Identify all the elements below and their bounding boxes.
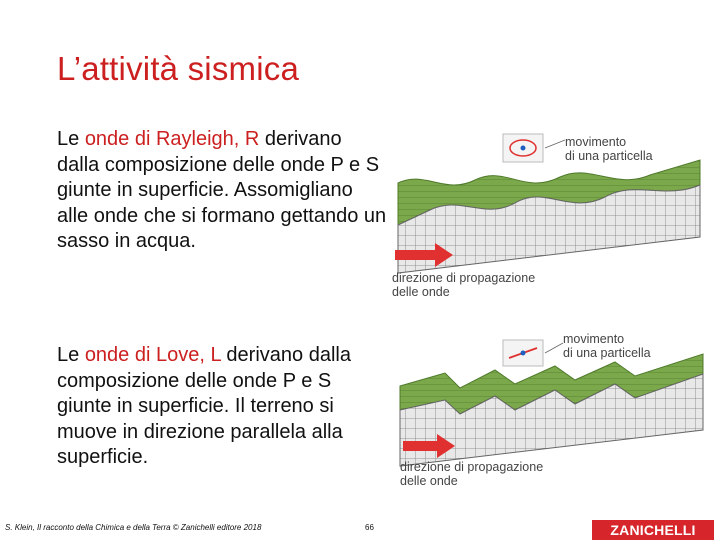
direction-label [392, 271, 535, 299]
particle-dot [521, 146, 526, 151]
love-term: onde di Love, L [84, 344, 221, 366]
motion-label-line1: movimento [563, 332, 625, 346]
publisher-logo: ZANICHELLI [592, 520, 714, 540]
motion-label-line2: di una particella [565, 149, 653, 163]
rayleigh-wave-figure [365, 125, 715, 305]
direction-label-line1: direzione di propagazione [400, 460, 544, 474]
direction-label-line2: delle onde [392, 285, 450, 299]
rayleigh-text-post: derivano dalla composizione delle onde P e S giunte in superficie. Assomigliano alle onde che si formano gettando un sasso in acqua. [57, 128, 387, 252]
direction-label-line2: delle onde [400, 474, 458, 488]
rayleigh-text-pre: Le [57, 128, 85, 150]
direction-label-line1: direzione di propagazione [392, 271, 536, 285]
page-number: 66 [365, 523, 374, 532]
particle-dot [521, 351, 526, 356]
direction-label [400, 460, 543, 488]
motion-label [565, 135, 653, 163]
leader-line [545, 343, 563, 353]
slide-title: L’attività sismica [57, 50, 300, 87]
love-text-post: derivano dalla composizione delle onde P e S giunte in superficie. Il terreno si muove in direzione parallela alla superficie. [57, 344, 351, 468]
rayleigh-term: onde di Rayleigh, R [84, 128, 260, 150]
motion-label-line1: movimento [565, 135, 627, 149]
love-text-pre: Le [57, 344, 85, 366]
footer-credit: S. Klein, Il racconto della Chimica e della Terra © Zanichelli editore 2018 [5, 523, 262, 532]
love-wave-figure [385, 318, 715, 490]
leader-line [545, 140, 565, 148]
love-paragraph [57, 343, 387, 471]
rayleigh-paragraph [57, 127, 387, 255]
motion-label [563, 332, 651, 360]
motion-label-line2: di una particella [563, 346, 651, 360]
